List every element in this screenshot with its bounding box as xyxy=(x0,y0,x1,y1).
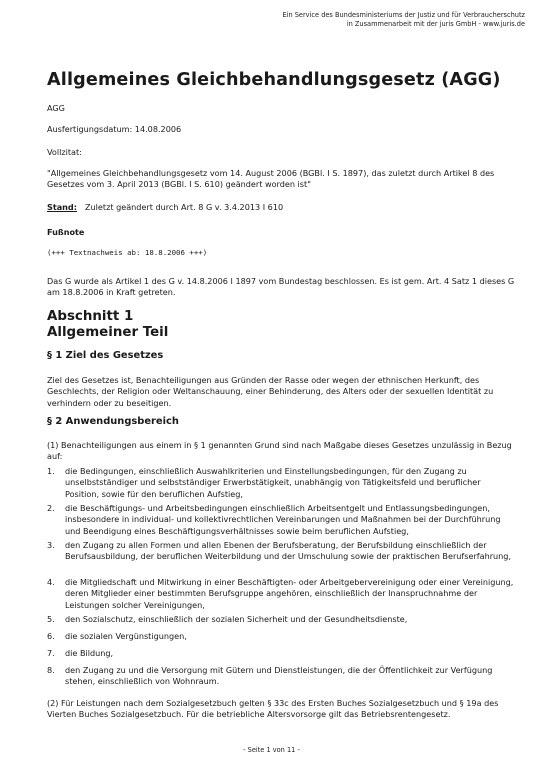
section-name: Allgemeiner Teil xyxy=(47,324,169,340)
list-item-number: 1. xyxy=(47,466,55,476)
page-footer: - Seite 1 von 11 - xyxy=(243,746,300,754)
list-item-number: 3. xyxy=(47,540,55,550)
stand-line xyxy=(47,202,517,214)
publisher-note-line-1: Ein Service des Bundesministeriums der Justiz und für Verbraucherschutz xyxy=(282,11,525,19)
vollzitat-label: Vollzitat: xyxy=(47,147,82,157)
list-item-text: die sozialen Vergünstigungen, xyxy=(65,631,187,641)
stand-label: Stand: xyxy=(47,202,77,212)
section-number: Abschnitt 1 xyxy=(47,309,134,324)
list-item-text: den Zugang zu und die Versorgung mit Gütern und Dienstleistungen, die der Öffentlichkeit zur Verfügung stehen, einschließlich von Wohnraum. xyxy=(65,665,493,687)
list-item xyxy=(47,614,517,625)
list-item-number: 2. xyxy=(47,503,55,513)
list-item xyxy=(47,665,517,688)
section-heading xyxy=(47,309,168,340)
list-item xyxy=(47,540,517,563)
list-item xyxy=(47,466,517,500)
list-item xyxy=(47,631,517,642)
list-item-number: 6. xyxy=(47,631,55,641)
list-item xyxy=(47,503,517,537)
list-item-text: den Zugang zu allen Formen und allen Ebenen der Berufsberatung, der Berufsbildung einschließlich der Berufsausbildung, der beruflichen Weiterbildung und der Umschulung sowie der praktischen Berufserfahrung, xyxy=(65,540,512,562)
list-item-number: 4. xyxy=(47,577,55,587)
law-abbreviation: AGG xyxy=(47,103,65,113)
fussnote-label: Fußnote xyxy=(47,227,85,237)
intro-text: Das G wurde als Artikel 1 des G v. 14.8.2006 I 1897 vom Bundestag beschlossen. Es ist gem. Art. 4 Satz 1 dieses G am 18.8.2006 in Kraft getreten. xyxy=(47,276,515,298)
list-item-text: die Bedingungen, einschließlich Auswahlkriterien und Einstellungsbedingungen, für den Zugang zu unselbstständiger und selbstständiger Erwerbstätigkeit, unabhängig von Tätigkeitsfeld und beruflicher Position, sowie für den beruflichen Aufstieg, xyxy=(65,466,481,499)
list-item-number: 5. xyxy=(47,614,55,624)
paragraph-2-title: § 2 Anwendungsbereich xyxy=(47,416,179,427)
paragraph-2-absatz-2: (2) Für Leistungen nach dem Sozialgesetzbuch gelten § 33c des Ersten Buches Sozialgesetzbuch und § 19a des Vierten Buches Sozialgesetzbuch. Für die betriebliche Altersvorsorge gilt das Betriebsrentengesetz. xyxy=(47,698,499,720)
document-title: Allgemeines Gleichbehandlungsgesetz (AGG) xyxy=(47,70,501,90)
textnachweis: (+++ Textnachweis ab: 18.8.2006 +++) xyxy=(47,248,208,257)
paragraph-2-absatz-1: (1) Benachteiligungen aus einem in § 1 genannten Grund sind nach Maßgabe dieses Gesetzes unzulässig in Bezug auf: xyxy=(47,440,512,462)
list-item-number: 7. xyxy=(47,648,55,658)
publisher-note-line-2: in Zusammenarbeit mit der juris GmbH - www.juris.de xyxy=(346,20,525,28)
list-item-text: den Sozialschutz, einschließlich der sozialen Sicherheit und der Gesundheitsdienste, xyxy=(65,614,408,624)
paragraph-1-text: Ziel des Gesetzes ist, Benachteiligungen aus Gründen der Rasse oder wegen der ethnischen Herkunft, des Geschlechts, der Religion oder Weltanschauung, einer Behinderung, des Alters oder der sexuellen Identität zu verhindern oder zu beseitigen. xyxy=(47,375,494,408)
list-item-text: die Beschäftigungs- und Arbeitsbedingungen einschließlich Arbeitsentgelt und Entlassungsbedingungen, insbesondere in individual- und kollektivrechtlichen Vereinbarungen und Maßnahmen bei der Durchführung und Beendigung eines Beschäftigungsverhältnisses sowie beim beruflichen Aufstieg, xyxy=(65,503,501,536)
ausfertigungsdatum: Ausfertigungsdatum: 14.08.2006 xyxy=(47,124,182,134)
list-item-number: 8. xyxy=(47,665,55,675)
list-item xyxy=(47,577,517,611)
list-item xyxy=(47,648,517,659)
publisher-note xyxy=(282,11,525,29)
stand-value: Zuletzt geändert durch Art. 8 G v. 3.4.2013 I 610 xyxy=(85,202,284,212)
list-item-text: die Mitgliedschaft und Mitwirkung in einer Beschäftigten- oder Arbeitgebervereinigung oder einer Vereinigung, deren Mitglieder einer bestimmten Berufsgruppe angehören, einschließlich der Inanspruchnahme der Leistungen solcher Vereinigungen, xyxy=(65,577,514,610)
vollzitat-text: "Allgemeines Gleichbehandlungsgesetz vom 14. August 2006 (BGBl. I S. 1897), das zuletzt durch Artikel 8 des Gesetzes vom 3. April 2013 (BGBl. I S. 610) geändert worden ist" xyxy=(47,168,495,190)
paragraph-1-title: § 1 Ziel des Gesetzes xyxy=(47,350,164,361)
list-item-text: die Bildung, xyxy=(65,648,114,658)
